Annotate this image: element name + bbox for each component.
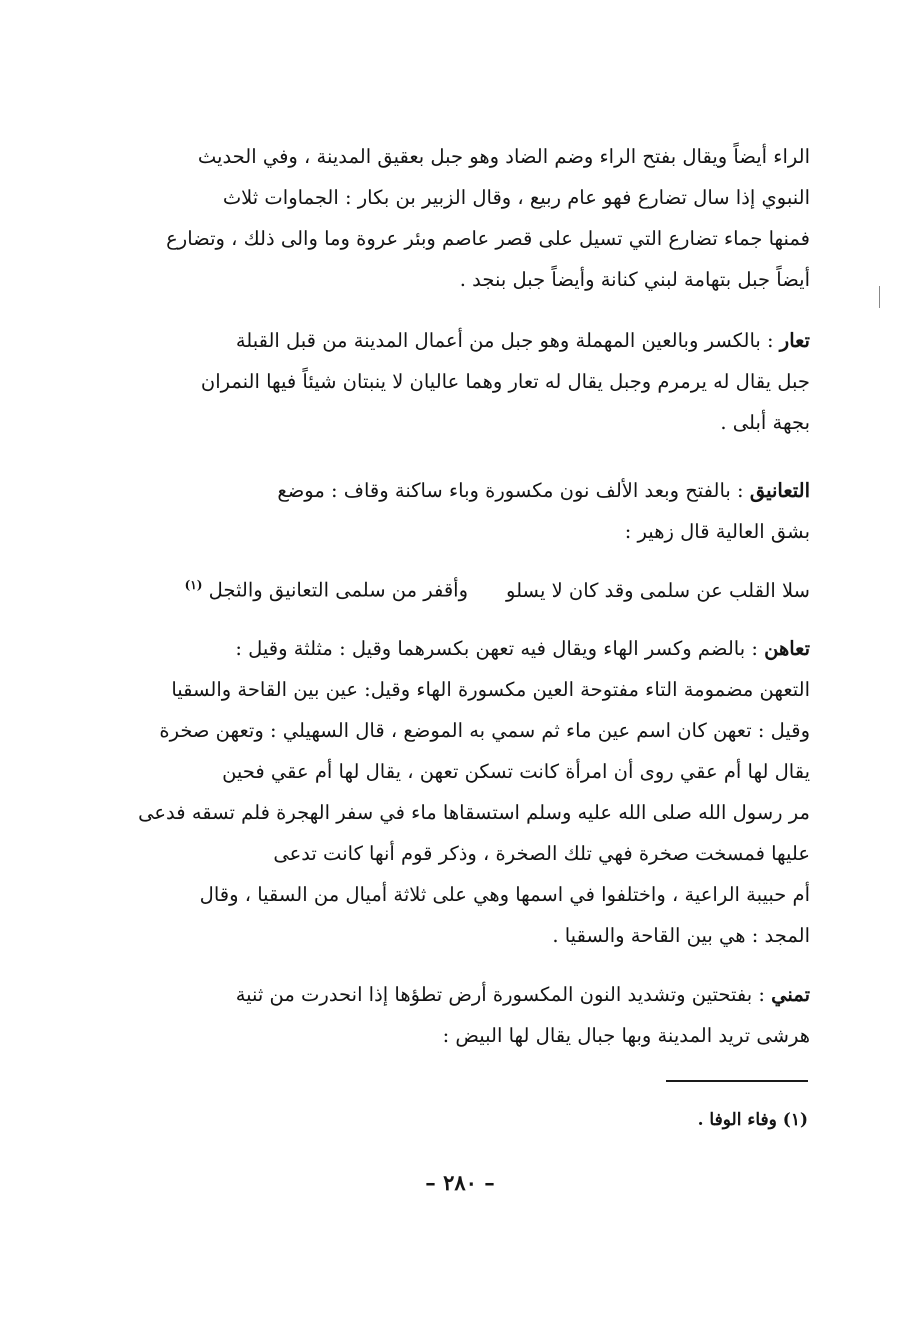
entry-heading: تعار xyxy=(779,329,810,352)
verse-first-hemistich: سلا القلب عن سلمى وقد كان لا يسلو xyxy=(506,578,810,602)
paragraph-tadara-continuation xyxy=(132,136,810,300)
entry-text: : بفتحتين وتشديد النون المكسورة أرض تطؤها إذا انحدرت من ثنية xyxy=(235,983,772,1006)
text-line: جبل يقال له يرمرم وجبل يقال له تعار وهما عاليان لا ينبتان شيئاً فيها النمران xyxy=(200,370,810,393)
text-line: عليها فمسخت صخرة فهي تلك الصخرة ، وذكر قوم أنها كانت تدعى xyxy=(273,842,810,865)
text-line: أم حبيبة الراعية ، واختلفوا في اسمها وهي على ثلاثة أميال من السقيا ، وقال xyxy=(199,883,810,906)
paragraph-tamanni xyxy=(132,974,810,1056)
text-line xyxy=(132,470,810,511)
entry-heading: التعانيق xyxy=(749,479,810,502)
paragraph-taahin xyxy=(132,628,810,956)
poetry-verse xyxy=(132,565,810,611)
text-line: النبوي إذا سال تضارع فهو عام ربيع ، وقال الزبير بن بكار : الجماوات ثلاث xyxy=(222,186,810,209)
paragraph-taaniq xyxy=(132,470,810,552)
paragraph-tiar xyxy=(132,320,810,443)
text-line: الراء أيضاً ويقال بفتح الراء وضم الضاد وهو جبل بعقيق المدينة ، وفي الحديث xyxy=(197,145,810,168)
text-line xyxy=(132,320,810,361)
text-line: التعهن مضمومة التاء مفتوحة العين مكسورة الهاء وقيل: عين بين القاحة والسقيا xyxy=(171,678,810,701)
page-number: – ٢٨٠ – xyxy=(425,1170,495,1195)
footnote-divider xyxy=(666,1080,808,1082)
text-line: وقيل : تعهن كان اسم عين ماء ثم سمي به الموضع ، قال السهيلي : وتعهن صخرة xyxy=(159,719,810,742)
text-line: المجد : هي بين القاحة والسقيا . xyxy=(552,924,810,947)
scan-mark xyxy=(879,286,880,308)
text-line xyxy=(132,628,810,669)
entry-text: : بالفتح وبعد الألف نون مكسورة وباء ساكنة وقاف : موضع xyxy=(277,479,750,502)
entry-text: : بالكسر وبالعين المهملة وهو جبل من أعمال المدينة من قبل القبلة xyxy=(235,329,780,352)
text-line xyxy=(132,974,810,1015)
entry-heading: تمني xyxy=(771,983,810,1006)
text-line: بجهة أبلى . xyxy=(720,411,810,434)
text-line: هرشى تريد المدينة وبها جبال يقال لها البيض : xyxy=(442,1024,810,1047)
footnote: (١) وفاء الوفا . xyxy=(697,1110,808,1130)
text-line: يقال لها أم عقي روى أن امرأة كانت تسكن تعهن ، يقال لها أم عقي فحين xyxy=(222,760,810,783)
verse-second-hemistich: وأقفر من سلمى التعانيق والثجل xyxy=(208,578,469,602)
entry-heading: تعاهن xyxy=(764,637,810,660)
text-line: مر رسول الله صلى الله عليه وسلم استسقاها ماء في سفر الهجرة فلم تسقه فدعى xyxy=(138,801,810,824)
text-line: فمنها جماء تضارع التي تسيل على قصر عاصم وبئر عروة وما والى ذلك ، وتضارع xyxy=(166,227,810,250)
footnote-reference: (١) xyxy=(184,578,203,592)
entry-text: : بالضم وكسر الهاء ويقال فيه تعهن بكسرهما وقيل : مثلثة وقيل : xyxy=(235,637,765,660)
text-line: بشق العالية قال زهير : xyxy=(624,520,810,543)
text-line: أيضاً جبل بتهامة لبني كنانة وأيضاً جبل بنجد . xyxy=(459,268,810,291)
